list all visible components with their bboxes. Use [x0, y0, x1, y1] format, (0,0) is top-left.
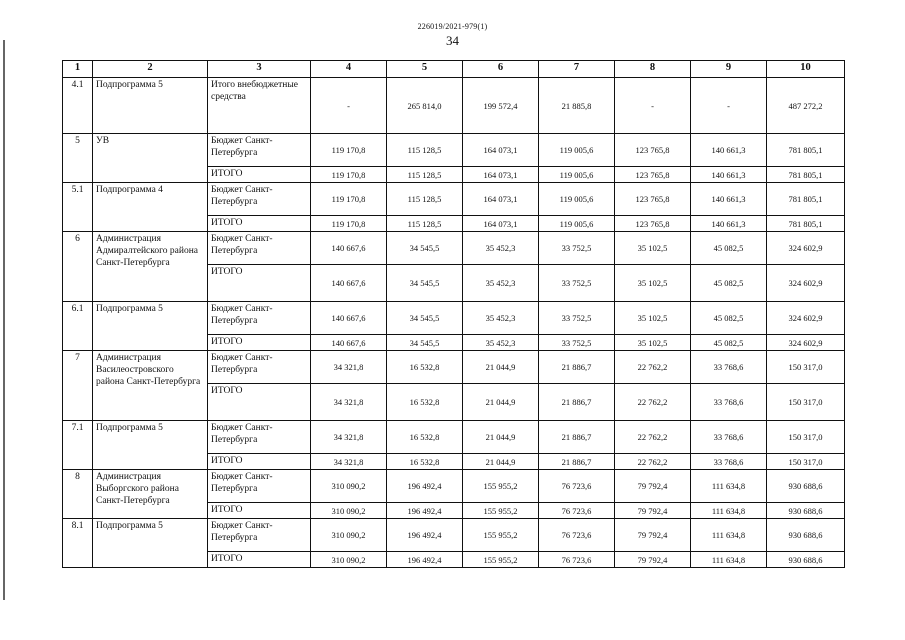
column-header: 6 [463, 61, 539, 78]
amount-cell: 34 321,8 [311, 421, 387, 454]
row-name: Подпрограмма 5 [93, 421, 208, 470]
row-number: 6 [63, 232, 93, 302]
funding-source: Бюджет Санкт-Петербурга [208, 183, 311, 216]
amount-cell: 196 492,4 [387, 519, 463, 552]
amount-cell: 111 634,8 [691, 552, 767, 568]
amount-cell: 21 044,9 [463, 421, 539, 454]
amount-cell: 155 955,2 [463, 503, 539, 519]
funding-source: ИТОГО [208, 265, 311, 302]
amount-cell: 123 765,8 [615, 134, 691, 167]
amount-cell: 119 005,6 [539, 134, 615, 167]
funding-source: ИТОГО [208, 216, 311, 232]
amount-cell: 21 886,7 [539, 384, 615, 421]
column-header: 9 [691, 61, 767, 78]
amount-cell: 781 805,1 [767, 134, 845, 167]
amount-cell: 115 128,5 [387, 134, 463, 167]
amount-cell: 781 805,1 [767, 183, 845, 216]
amount-cell: 35 102,5 [615, 302, 691, 335]
row-name: Подпрограмма 5 [93, 302, 208, 351]
amount-cell: 35 102,5 [615, 265, 691, 302]
funding-source: Бюджет Санкт-Петербурга [208, 470, 311, 503]
amount-cell: 111 634,8 [691, 503, 767, 519]
amount-cell: 111 634,8 [691, 519, 767, 552]
amount-cell: 45 082,5 [691, 265, 767, 302]
amount-cell: 33 768,6 [691, 454, 767, 470]
amount-cell: 35 102,5 [615, 335, 691, 351]
amount-cell: 79 792,4 [615, 503, 691, 519]
row-number: 5.1 [63, 183, 93, 232]
row-name: Администрация Выборгского района Санкт-Петербурга [93, 470, 208, 519]
amount-cell: 155 955,2 [463, 470, 539, 503]
funding-source: ИТОГО [208, 167, 311, 183]
table-header-row [63, 61, 845, 78]
amount-cell: 119 170,8 [311, 183, 387, 216]
amount-cell: 310 090,2 [311, 470, 387, 503]
amount-cell: 76 723,6 [539, 470, 615, 503]
column-header: 7 [539, 61, 615, 78]
funding-source: ИТОГО [208, 454, 311, 470]
amount-cell: 119 005,6 [539, 167, 615, 183]
amount-cell: 16 532,8 [387, 351, 463, 384]
amount-cell: 119 170,8 [311, 134, 387, 167]
amount-cell: 310 090,2 [311, 519, 387, 552]
amount-cell: 115 128,5 [387, 167, 463, 183]
table-row [63, 421, 845, 454]
amount-cell: 155 955,2 [463, 519, 539, 552]
amount-cell: 164 073,1 [463, 183, 539, 216]
amount-cell: 21 886,7 [539, 454, 615, 470]
amount-cell: - [691, 78, 767, 134]
table-row [63, 134, 845, 167]
amount-cell: 310 090,2 [311, 552, 387, 568]
table-row [63, 519, 845, 552]
amount-cell: 76 723,6 [539, 519, 615, 552]
amount-cell: 324 602,9 [767, 302, 845, 335]
amount-cell: 930 688,6 [767, 470, 845, 503]
amount-cell: 140 667,6 [311, 265, 387, 302]
amount-cell: 324 602,9 [767, 335, 845, 351]
column-header: 4 [311, 61, 387, 78]
amount-cell: 22 762,2 [615, 384, 691, 421]
amount-cell: 21 044,9 [463, 454, 539, 470]
amount-cell: 22 762,2 [615, 421, 691, 454]
amount-cell: 119 005,6 [539, 216, 615, 232]
row-name: Администрация Адмиралтейского района Санкт-Петербурга [93, 232, 208, 302]
amount-cell: 34 545,5 [387, 335, 463, 351]
funding-source: Бюджет Санкт-Петербурга [208, 134, 311, 167]
amount-cell: 119 005,6 [539, 183, 615, 216]
amount-cell: 34 545,5 [387, 265, 463, 302]
table-row [63, 232, 845, 265]
amount-cell: 33 768,6 [691, 351, 767, 384]
amount-cell: 35 452,3 [463, 232, 539, 265]
table-row [63, 302, 845, 335]
amount-cell: 79 792,4 [615, 519, 691, 552]
scan-edge-mark [3, 40, 5, 600]
row-number: 4.1 [63, 78, 93, 134]
amount-cell: 140 661,3 [691, 167, 767, 183]
amount-cell: - [615, 78, 691, 134]
funding-source: ИТОГО [208, 335, 311, 351]
amount-cell: 155 955,2 [463, 552, 539, 568]
row-number: 8 [63, 470, 93, 519]
funding-source: Бюджет Санкт-Петербурга [208, 232, 311, 265]
column-header: 8 [615, 61, 691, 78]
funding-source: Бюджет Санкт-Петербурга [208, 519, 311, 552]
table-row [63, 78, 845, 134]
amount-cell: 123 765,8 [615, 183, 691, 216]
funding-source: Бюджет Санкт-Петербурга [208, 351, 311, 384]
amount-cell: 150 317,0 [767, 421, 845, 454]
amount-cell: 45 082,5 [691, 302, 767, 335]
amount-cell: 21 044,9 [463, 384, 539, 421]
amount-cell: 76 723,6 [539, 552, 615, 568]
amount-cell: 34 545,5 [387, 302, 463, 335]
amount-cell: 22 762,2 [615, 351, 691, 384]
row-name: Администрация Василеостровского района Санкт-Петербурга [93, 351, 208, 421]
amount-cell: 111 634,8 [691, 470, 767, 503]
funding-source: Бюджет Санкт-Петербурга [208, 421, 311, 454]
amount-cell: 324 602,9 [767, 265, 845, 302]
row-name: УВ [93, 134, 208, 183]
column-header: 10 [767, 61, 845, 78]
amount-cell: 33 768,6 [691, 421, 767, 454]
amount-cell: 140 667,6 [311, 335, 387, 351]
amount-cell: 79 792,4 [615, 470, 691, 503]
table-row [63, 470, 845, 503]
amount-cell: 79 792,4 [615, 552, 691, 568]
amount-cell: 140 661,3 [691, 216, 767, 232]
funding-source: ИТОГО [208, 503, 311, 519]
row-name: Подпрограмма 5 [93, 519, 208, 568]
amount-cell: 150 317,0 [767, 351, 845, 384]
amount-cell: 34 321,8 [311, 454, 387, 470]
column-header: 5 [387, 61, 463, 78]
amount-cell: 123 765,8 [615, 167, 691, 183]
row-number: 7.1 [63, 421, 93, 470]
amount-cell: 33 768,6 [691, 384, 767, 421]
amount-cell: 930 688,6 [767, 552, 845, 568]
row-name: Подпрограмма 4 [93, 183, 208, 232]
amount-cell: 196 492,4 [387, 503, 463, 519]
amount-cell: - [311, 78, 387, 134]
amount-cell: 140 667,6 [311, 232, 387, 265]
amount-cell: 164 073,1 [463, 167, 539, 183]
amount-cell: 21 885,8 [539, 78, 615, 134]
amount-cell: 119 170,8 [311, 167, 387, 183]
amount-cell: 324 602,9 [767, 232, 845, 265]
table-row [63, 183, 845, 216]
column-header: 1 [63, 61, 93, 78]
amount-cell: 33 752,5 [539, 232, 615, 265]
amount-cell: 35 452,3 [463, 335, 539, 351]
amount-cell: 16 532,8 [387, 384, 463, 421]
amount-cell: 115 128,5 [387, 216, 463, 232]
amount-cell: 16 532,8 [387, 454, 463, 470]
amount-cell: 310 090,2 [311, 503, 387, 519]
funding-source: Бюджет Санкт-Петербурга [208, 302, 311, 335]
amount-cell: 22 762,2 [615, 454, 691, 470]
amount-cell: 150 317,0 [767, 454, 845, 470]
funding-source: ИТОГО [208, 384, 311, 421]
amount-cell: 33 752,5 [539, 335, 615, 351]
amount-cell: 150 317,0 [767, 384, 845, 421]
amount-cell: 265 814,0 [387, 78, 463, 134]
amount-cell: 123 765,8 [615, 216, 691, 232]
document-id: 226019/2021-979(1) [417, 22, 488, 31]
amount-cell: 35 452,3 [463, 302, 539, 335]
amount-cell: 781 805,1 [767, 216, 845, 232]
amount-cell: 140 667,6 [311, 302, 387, 335]
amount-cell: 115 128,5 [387, 183, 463, 216]
amount-cell: 21 886,7 [539, 351, 615, 384]
amount-cell: 76 723,6 [539, 503, 615, 519]
amount-cell: 119 170,8 [311, 216, 387, 232]
amount-cell: 930 688,6 [767, 503, 845, 519]
funding-source: Итого внебюджетные средства [208, 78, 311, 134]
amount-cell: 781 805,1 [767, 167, 845, 183]
budget-table [62, 60, 845, 568]
amount-cell: 33 752,5 [539, 265, 615, 302]
column-header: 2 [93, 61, 208, 78]
amount-cell: 164 073,1 [463, 134, 539, 167]
amount-cell: 33 752,5 [539, 302, 615, 335]
funding-source: ИТОГО [208, 552, 311, 568]
amount-cell: 164 073,1 [463, 216, 539, 232]
amount-cell: 35 452,3 [463, 265, 539, 302]
table-row [63, 351, 845, 384]
amount-cell: 930 688,6 [767, 519, 845, 552]
amount-cell: 34 321,8 [311, 384, 387, 421]
amount-cell: 35 102,5 [615, 232, 691, 265]
page-number: 34 [446, 33, 459, 48]
amount-cell: 196 492,4 [387, 552, 463, 568]
amount-cell: 199 572,4 [463, 78, 539, 134]
row-number: 6.1 [63, 302, 93, 351]
amount-cell: 45 082,5 [691, 232, 767, 265]
row-number: 8.1 [63, 519, 93, 568]
amount-cell: 140 661,3 [691, 183, 767, 216]
amount-cell: 487 272,2 [767, 78, 845, 134]
row-name: Подпрограмма 5 [93, 78, 208, 134]
amount-cell: 21 886,7 [539, 421, 615, 454]
amount-cell: 34 321,8 [311, 351, 387, 384]
amount-cell: 140 661,3 [691, 134, 767, 167]
row-number: 7 [63, 351, 93, 421]
amount-cell: 16 532,8 [387, 421, 463, 454]
amount-cell: 34 545,5 [387, 232, 463, 265]
amount-cell: 45 082,5 [691, 335, 767, 351]
amount-cell: 21 044,9 [463, 351, 539, 384]
column-header: 3 [208, 61, 311, 78]
amount-cell: 196 492,4 [387, 470, 463, 503]
row-number: 5 [63, 134, 93, 183]
